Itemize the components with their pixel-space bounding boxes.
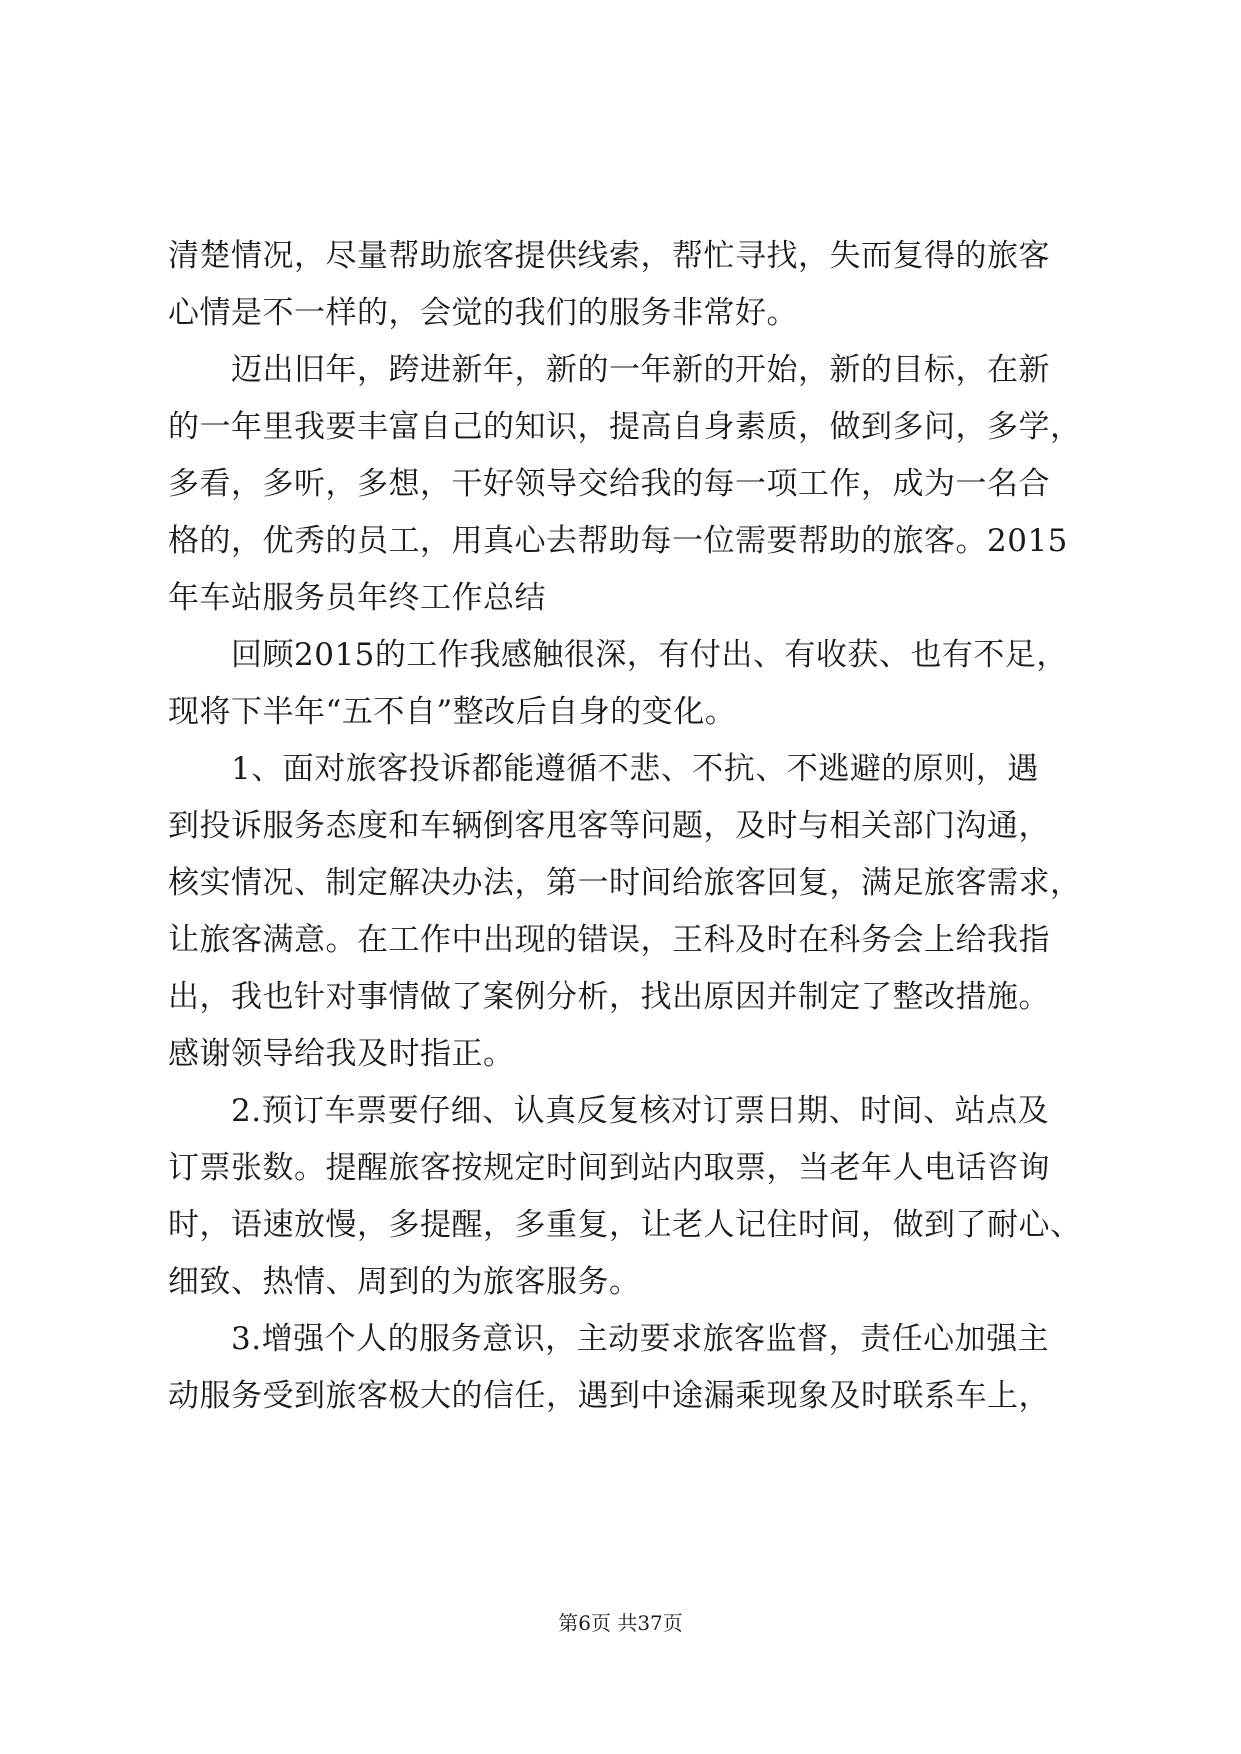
text-line: 到投诉服务态度和车辆倒客甩客等问题，及时与相关部门沟通， [168,808,1050,844]
text-line: 的一年里我要丰富自己的知识，提高自身素质，做到多问，多学， [168,409,1082,445]
text-line: 订票张数。提醒旅客按规定时间到站内取票，当老年人电话咨询 [168,1150,1050,1186]
text-line: 3.增强个人的服务意识，主动要求旅客监督，责任心加强主 [168,1321,1050,1357]
text-line: 时，语速放慢，多提醒，多重复，让老人记住时间，做到了耐心、 [168,1207,1082,1243]
text-line: 核实情况、制定解决办法，第一时间给旅客回复，满足旅客需求， [168,865,1082,901]
text-line: 出，我也针对事情做了案例分析，找出原因并制定了整改措施。 [168,979,1050,1015]
text-line: 心情是不一样的，会觉的我们的服务非常好。 [168,295,798,331]
text-line: 格的，优秀的员工，用真心去帮助每一位需要帮助的旅客。2015 [168,523,1068,559]
text-line: 清楚情况，尽量帮助旅客提供线索，帮忙寻找，失而复得的旅客 [168,238,1050,274]
text-line: 多看，多听，多想，干好领导交给我的每一项工作，成为一名合 [168,466,1050,502]
text-line: 动服务受到旅客极大的信任，遇到中途漏乘现象及时联系车上， [168,1378,1050,1414]
text-line: 年车站服务员年终工作总结 [168,580,546,616]
text-line: 迈出旧年，跨进新年，新的一年新的开始，新的目标，在新 [168,352,1050,388]
text-line: 感谢领导给我及时指正。 [168,1036,515,1072]
text-line: 现将下半年“五不自”整改后自身的变化。 [168,694,737,730]
text-line: 回顾2015的工作我感触很深，有付出、有收获、也有不足， [168,637,1068,673]
text-line: 1、面对旅客投诉都能遵循不悲、不抗、不逃避的原则，遇 [168,751,1039,787]
body-text [168,228,1088,1425]
text-line: 细致、热情、周到的为旅客服务。 [168,1264,641,1300]
text-line: 2.预订车票要仔细、认真反复核对订票日期、时间、站点及 [168,1093,1050,1129]
text-line: 让旅客满意。在工作中出现的错误，王科及时在科务会上给我指 [168,922,1050,958]
page-footer: 第6页 共37页 [558,1611,683,1635]
